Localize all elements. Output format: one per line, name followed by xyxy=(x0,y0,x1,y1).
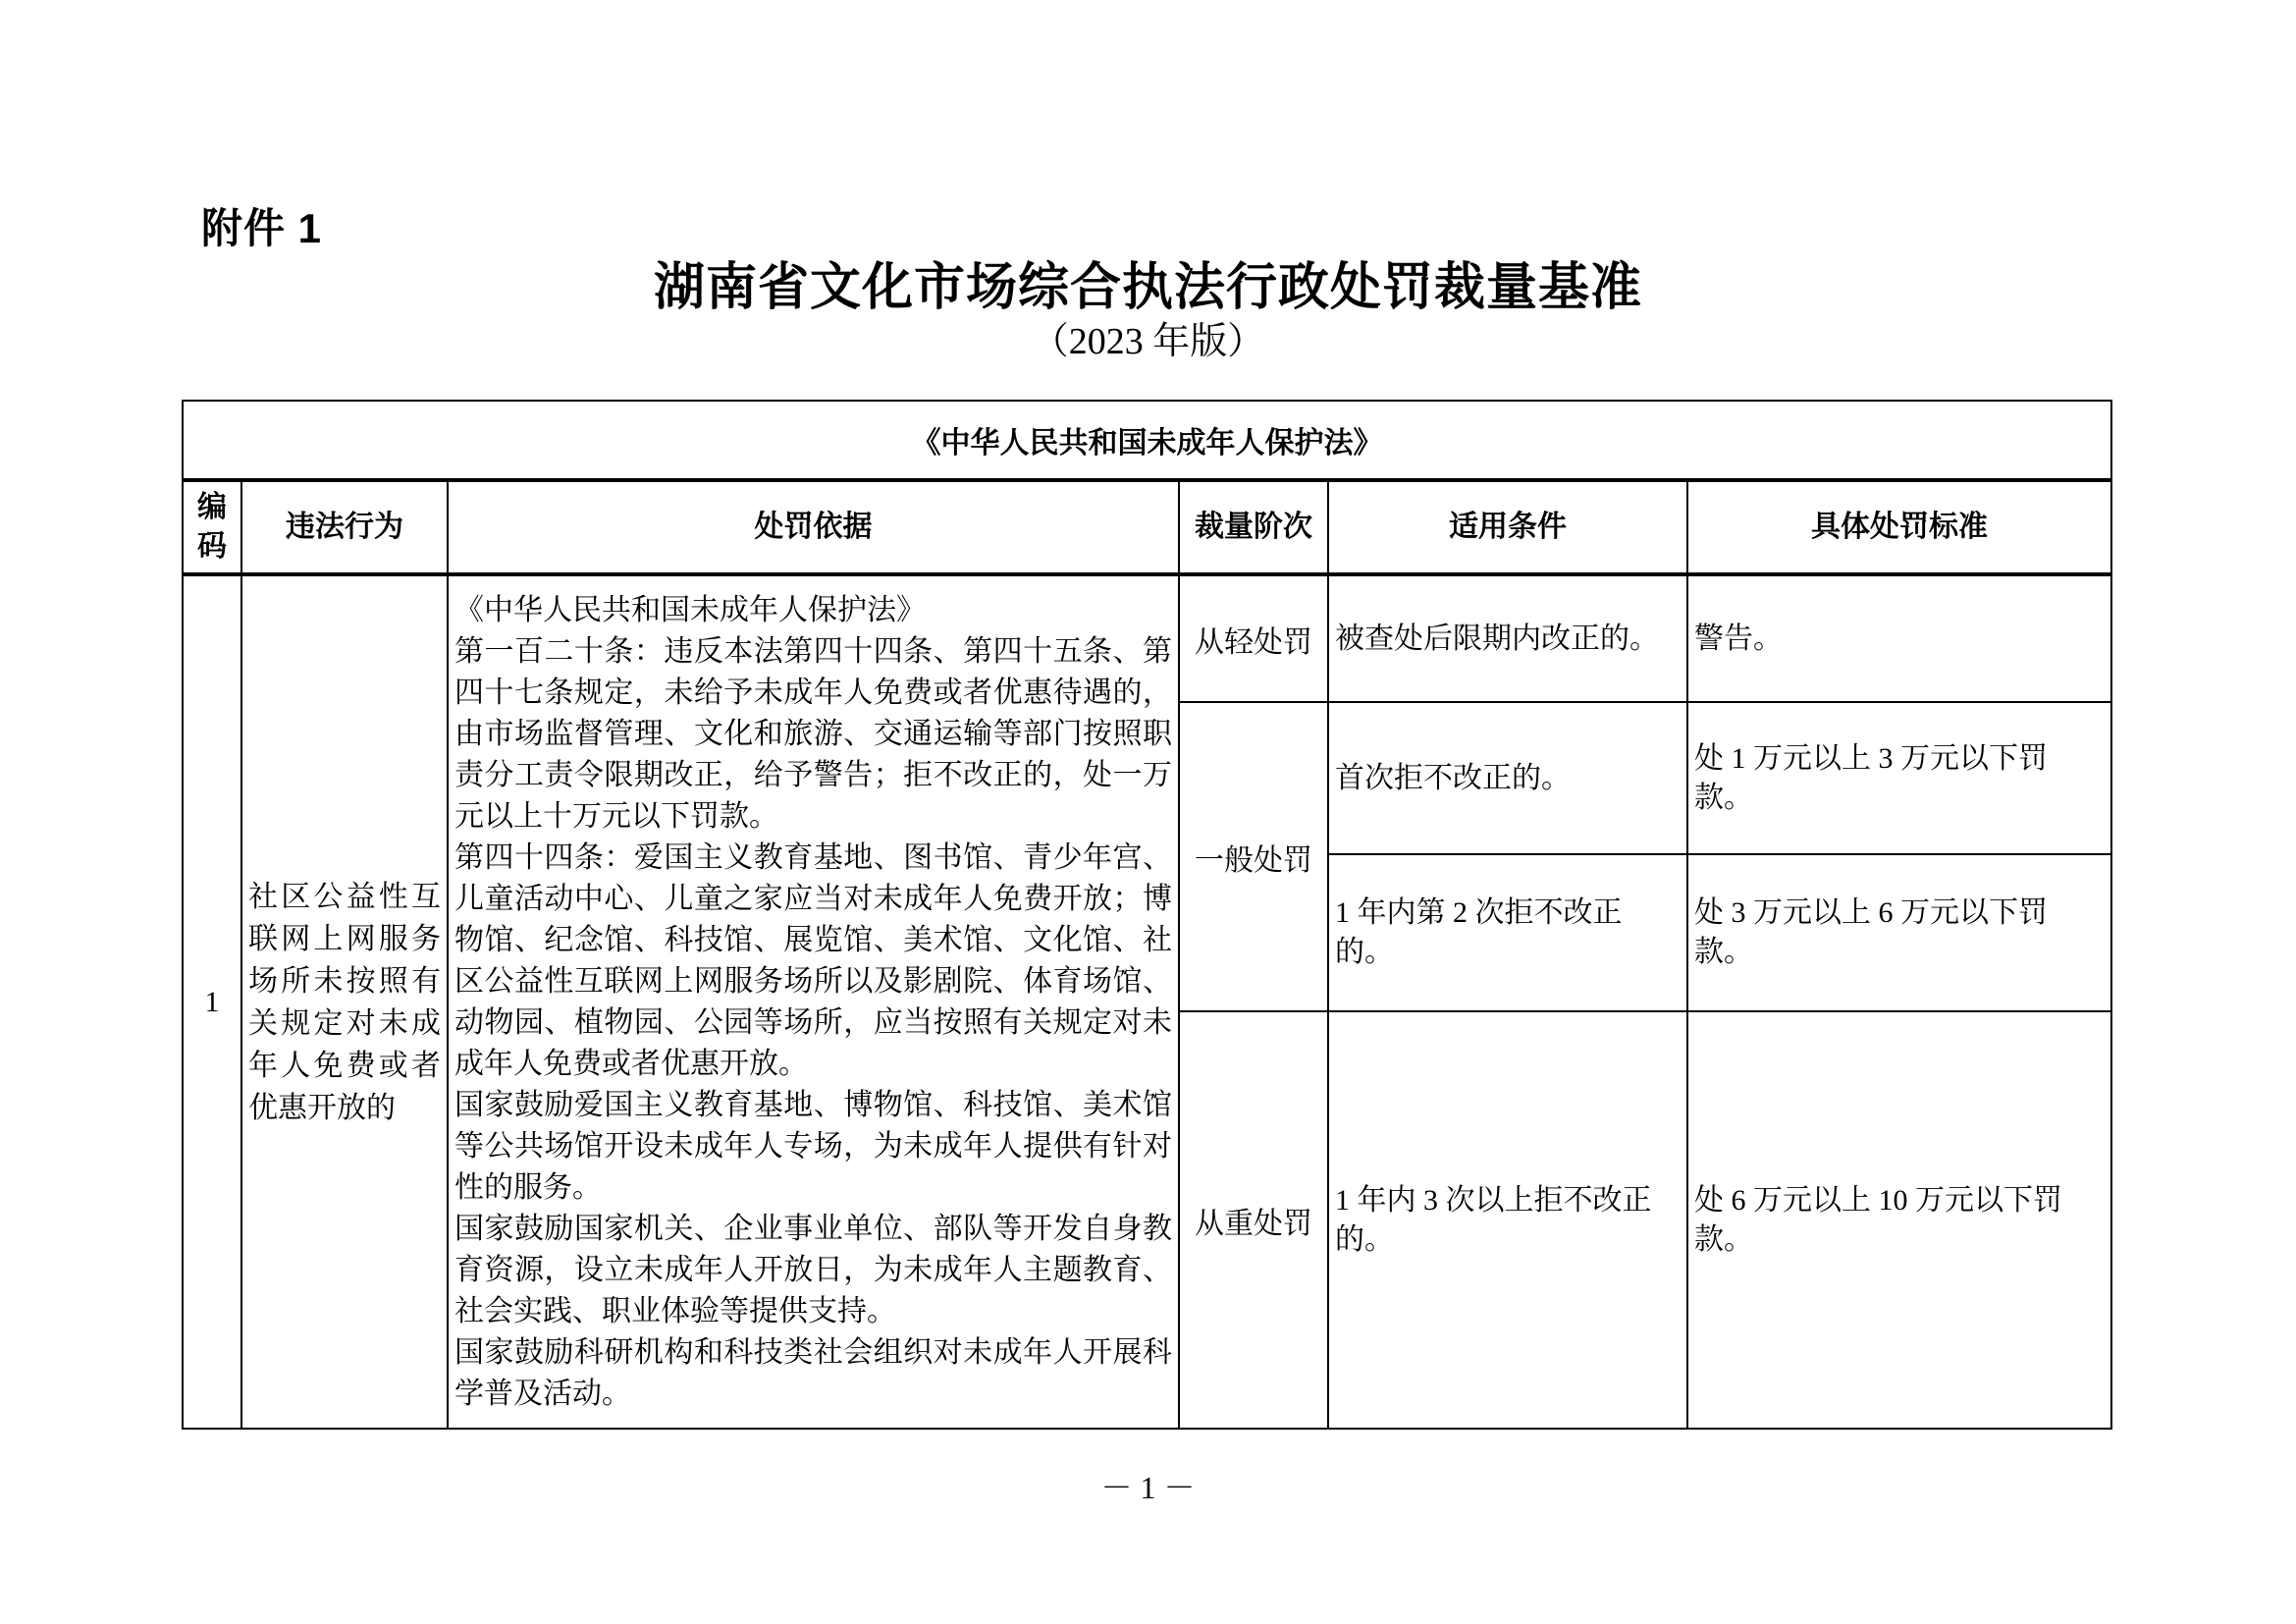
column-header-code: 编码 xyxy=(183,480,241,574)
page-number: － 1 － xyxy=(1100,1470,1196,1505)
standard-cell-severe: 处 6 万元以上 10 万元以下罚款。 xyxy=(1687,1011,2111,1429)
tier-label-general: 一般处罚 xyxy=(1179,702,1328,1011)
tier-label-lenient: 从轻处罚 xyxy=(1179,574,1328,702)
column-header-row xyxy=(183,480,2111,574)
basis-paragraph-article-120: 第一百二十条：违反本法第四十四条、第四十五条、第四十七条规定，未给予未成年人免费或者优惠待遇的，由市场监督管理、文化和旅游、交通运输等部门按照职责分工责令限期改正，给予警告；拒不改正的，处一万元以上十万元以下罚款。 xyxy=(454,634,1172,833)
column-header-tier: 裁量阶次 xyxy=(1179,480,1328,574)
attachment-label: 附件 1 xyxy=(201,205,323,251)
standard-cell-lenient: 警告。 xyxy=(1687,574,2111,702)
condition-cell-lenient: 被查处后限期内改正的。 xyxy=(1328,574,1687,702)
document-subtitle: （2023 年版） xyxy=(1031,321,1265,362)
column-header-basis: 处罚依据 xyxy=(448,480,1179,574)
condition-cell-general-second: 1 年内第 2 次拒不改正的。 xyxy=(1328,854,1687,1011)
basis-paragraph-law-name: 《中华人民共和国未成年人保护法》 xyxy=(454,593,926,626)
code-cell: 1 xyxy=(183,574,241,1429)
basis-cell xyxy=(448,574,1179,1429)
basis-paragraph-encourage-venues: 国家鼓励爱国主义教育基地、博物馆、科技馆、美术馆等公共场馆开设未成年人专场，为未成年人提供有针对性的服务。 xyxy=(454,1088,1172,1204)
penalty-standards-table xyxy=(182,400,2112,1430)
law-section-row xyxy=(183,401,2111,480)
basis-paragraph-article-44: 第四十四条：爱国主义教育基地、图书馆、青少年宫、儿童活动中心、儿童之家应当对未成年人免费开放；博物馆、纪念馆、科技馆、展览馆、美术馆、文化馆、社区公益性互联网上网服务场所以及影剧院、体育场馆、动物园、植物园、公园等场所，应当按照有关规定对未成年人免费或者优惠开放。 xyxy=(454,840,1172,1080)
law-section-header: 《中华人民共和国未成年人保护法》 xyxy=(183,401,2111,480)
standard-cell-general-first: 处 1 万元以上 3 万元以下罚款。 xyxy=(1687,702,2111,854)
violation-cell: 社区公益性互联网上网服务场所未按照有关规定对未成年人免费或者优惠开放的 xyxy=(241,574,448,1429)
basis-paragraph-encourage-science: 国家鼓励科研机构和科技类社会组织对未成年人开展科学普及活动。 xyxy=(454,1335,1172,1410)
table-row-tier-lenient xyxy=(183,574,2111,702)
column-header-condition: 适用条件 xyxy=(1328,480,1687,574)
basis-paragraph-encourage-organs: 国家鼓励国家机关、企业事业单位、部队等开发自身教育资源，设立未成年人开放日，为未成年人主题教育、社会实践、职业体验等提供支持。 xyxy=(454,1212,1172,1327)
standard-cell-general-second: 处 3 万元以上 6 万元以下罚款。 xyxy=(1687,854,2111,1011)
column-header-violation: 违法行为 xyxy=(241,480,448,574)
document-title: 湖南省文化市场综合执法行政处罚裁量基准 xyxy=(653,260,1642,316)
tier-label-severe: 从重处罚 xyxy=(1179,1011,1328,1429)
condition-cell-severe: 1 年内 3 次以上拒不改正的。 xyxy=(1328,1011,1687,1429)
column-header-standard: 具体处罚标准 xyxy=(1687,480,2111,574)
condition-cell-general-first: 首次拒不改正的。 xyxy=(1328,702,1687,854)
